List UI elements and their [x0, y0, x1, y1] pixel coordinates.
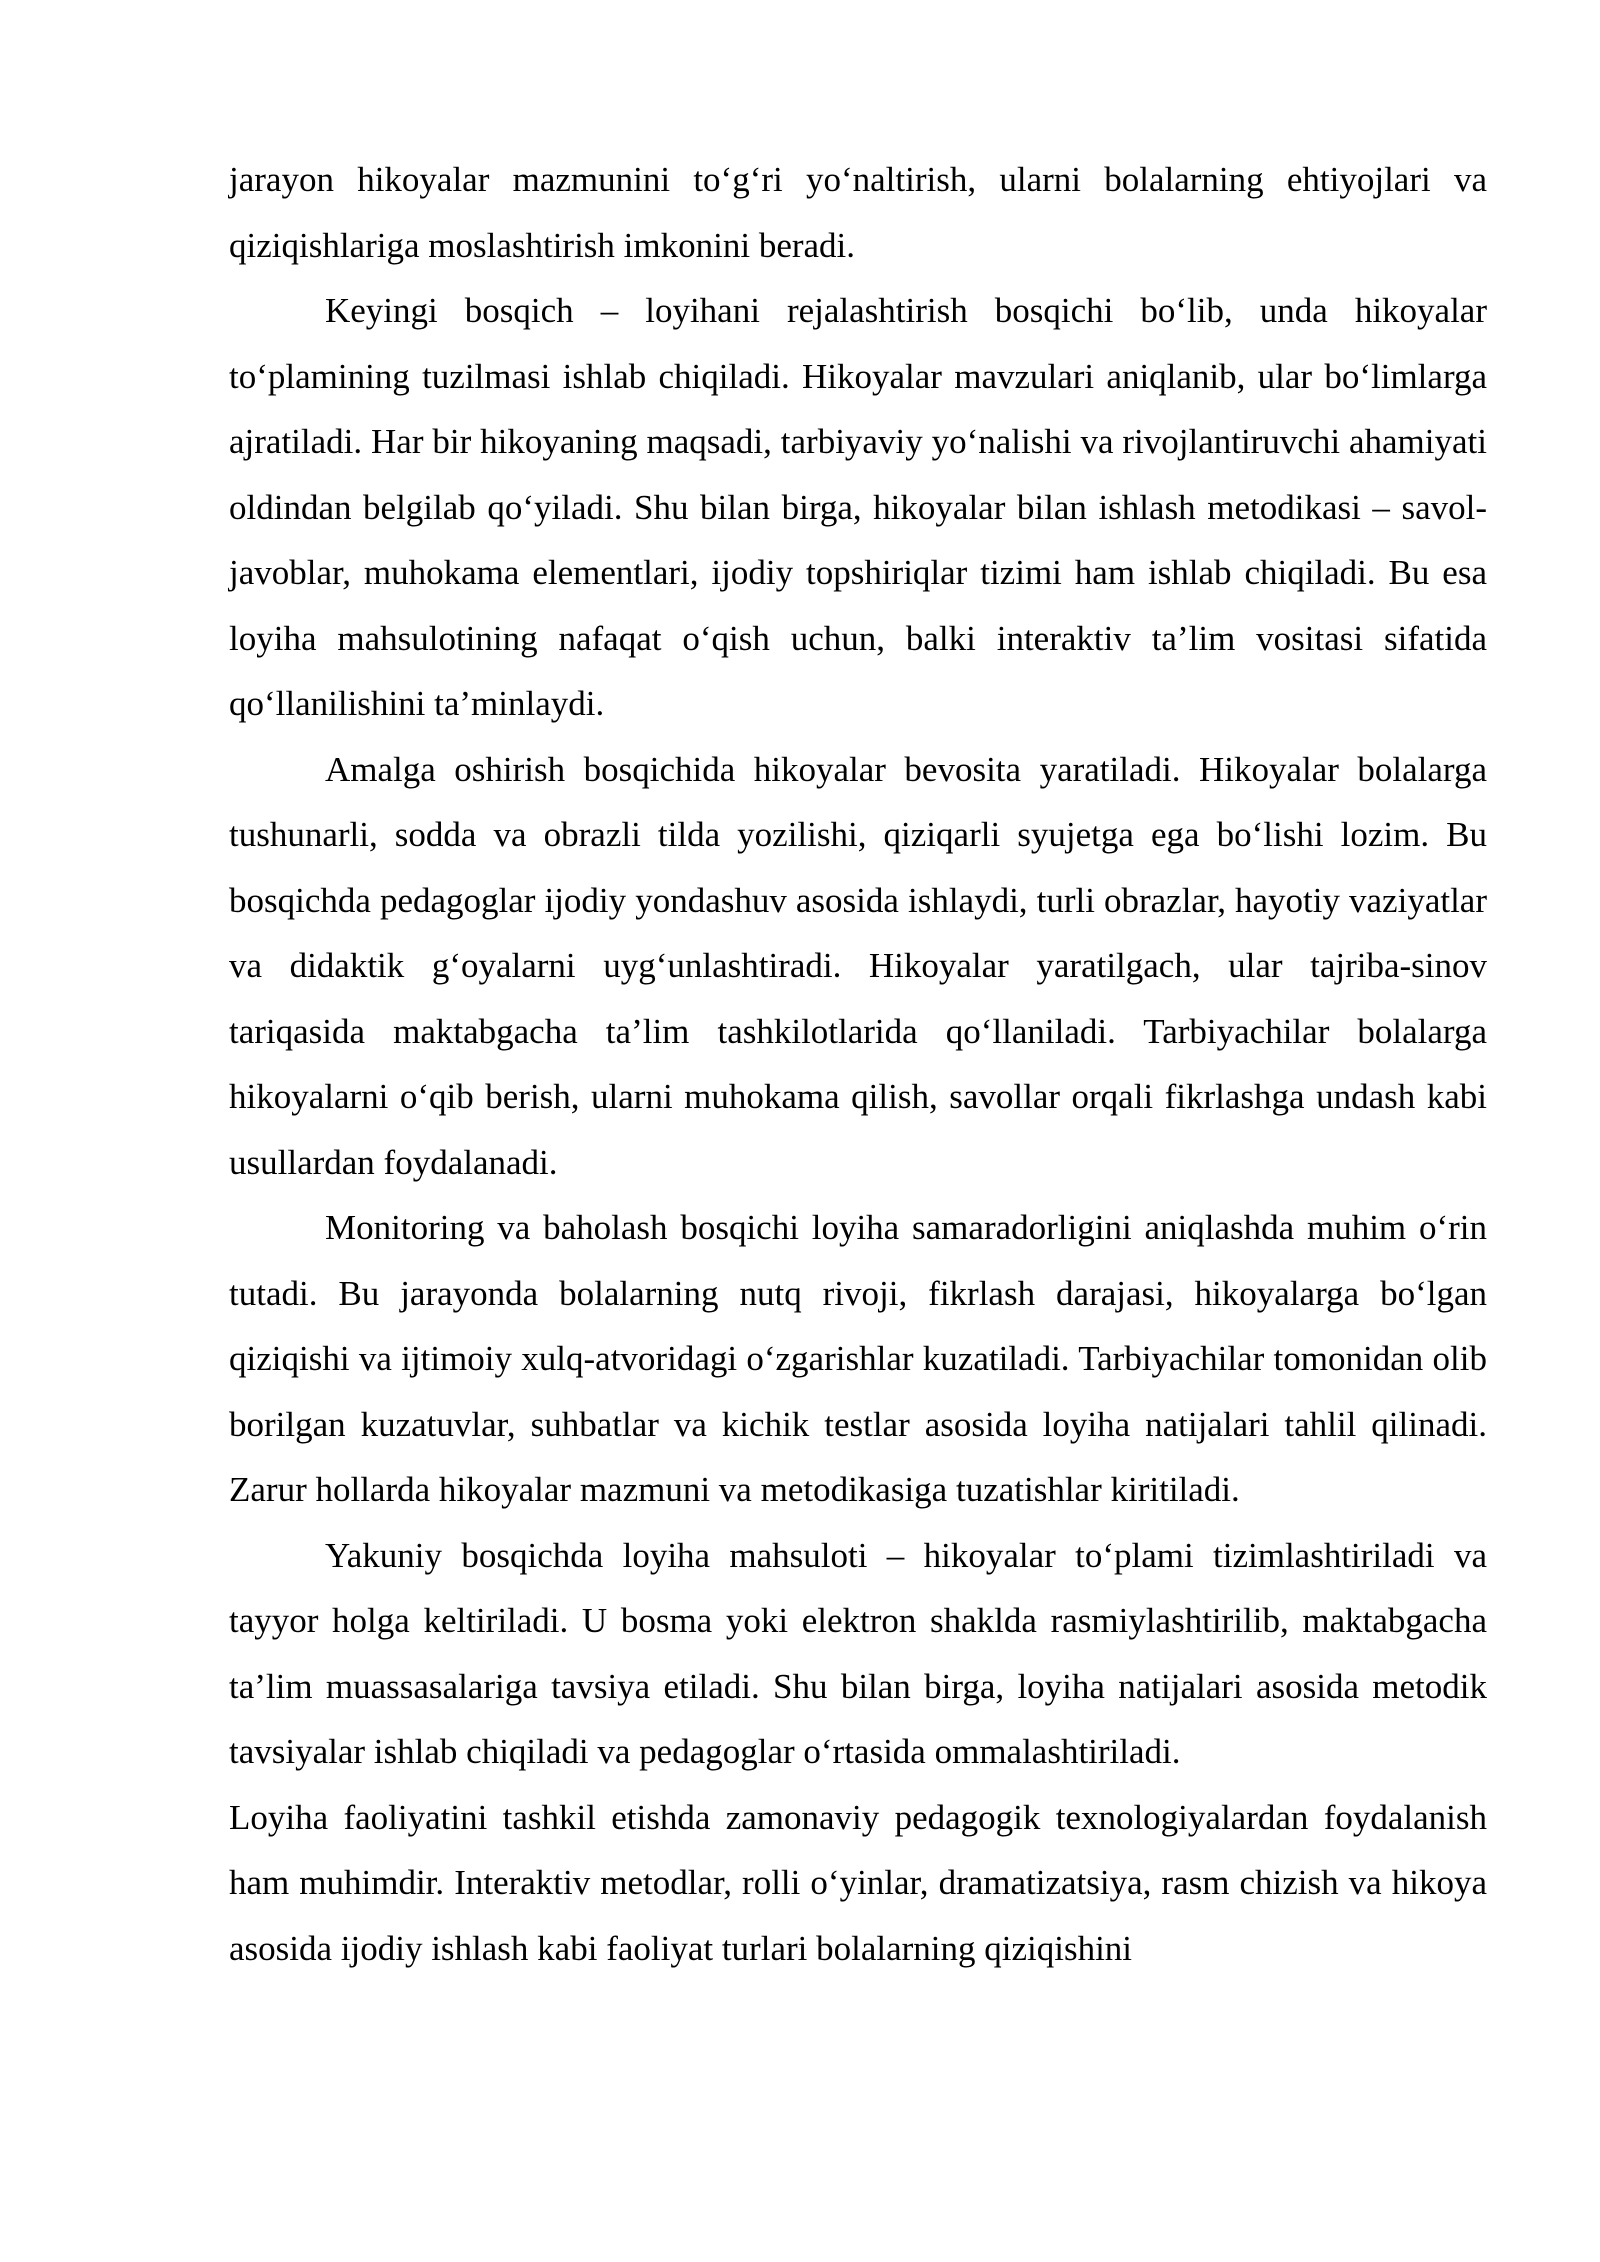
paragraph-technologies: Loyiha faoliyatini tashkil etishda zamonaviy pedagogik texnologiyalardan foydalanish ham muhimdir. Interaktiv metodlar, rolli o‘yinlar, dramatizatsiya, rasm chizish va hikoya asosida ijodiy ishlash kabi faoliyat turlari bolalarning qiziqishini: [229, 1797, 1487, 1968]
paragraph-implementation-stage: Amalga oshirish bosqichida hikoyalar bevosita yaratiladi. Hikoyalar bolalarga tushunarli, sodda va obrazli tilda yozilishi, qiziqarli syujetga ega bo‘lishi lozim. Bu bosqichda pedagoglar ijodiy yondashuv asosida ishlaydi, turli obrazlar, hayotiy vaziyatlar va didaktik g‘oyalarni uyg‘unlashtiradi. Hikoyalar yaratilgach, ular tajriba-sinov tariqasida maktabgacha ta’lim tashkilotlarida qo‘llaniladi. Tarbiyachilar bolalarga hikoyalarni o‘qib berish, ularni muhokama qilish, savollar orqali fikrlashga undash kabi usullardan foydalanadi.: [229, 749, 1487, 1182]
paragraph-final-stage: Yakuniy bosqichda loyiha mahsuloti – hikoyalar to‘plami tizimlashtiriladi va tayyor holga keltiriladi. U bosma yoki elektron shaklda rasmiylashtirilib, maktabgacha ta’lim muassasalariga tavsiya etiladi. Shu bilan birga, loyiha natijalari asosida metodik tavsiyalar ishlab chiqiladi va pedagoglar o‘rtasida ommalashtiriladi.: [229, 1535, 1487, 1771]
paragraph-intro-continuation: jarayon hikoyalar mazmunini to‘g‘ri yo‘naltirish, ularni bolalarning ehtiyojlari va qiziqishlariga moslashtirish imkonini beradi.: [229, 160, 1487, 265]
paragraph-monitoring-stage: Monitoring va baholash bosqichi loyiha samaradorligini aniqlashda muhim o‘rin tutadi. Bu jarayonda bolalarning nutq rivoji, fikrlash darajasi, hikoyalarga bo‘lgan qiziqishi va ijtimoiy xulq-atvoridagi o‘zgarishlar kuzatiladi. Tarbiyachilar tomonidan olib borilgan kuzatuvlar, suhbatlar va kichik testlar asosida loyiha natijalari tahlil qilinadi. Zarur hollarda hikoyalar mazmuni va metodikasiga tuzatishlar kiritiladi.: [229, 1208, 1487, 1509]
document-page: [229, 147, 1487, 1981]
paragraph-planning-stage: Keyingi bosqich – loyihani rejalashtirish bosqichi bo‘lib, unda hikoyalar to‘plamining tuzilmasi ishlab chiqiladi. Hikoyalar mavzulari aniqlanib, ular bo‘limlarga ajratiladi. Har bir hikoyaning maqsadi, tarbiyaviy yo‘nalishi va rivojlantiruvchi ahamiyati oldindan belgilab qo‘yiladi. Shu bilan birga, hikoyalar bilan ishlash metodikasi – savol-javoblar, muhokama elementlari, ijodiy topshiriqlar tizimi ham ishlab chiqiladi. Bu esa loyiha mahsulotining nafaqat o‘qish uchun, balki interaktiv ta’lim vositasi sifatida qo‘llanilishini ta’minlaydi.: [229, 291, 1487, 723]
